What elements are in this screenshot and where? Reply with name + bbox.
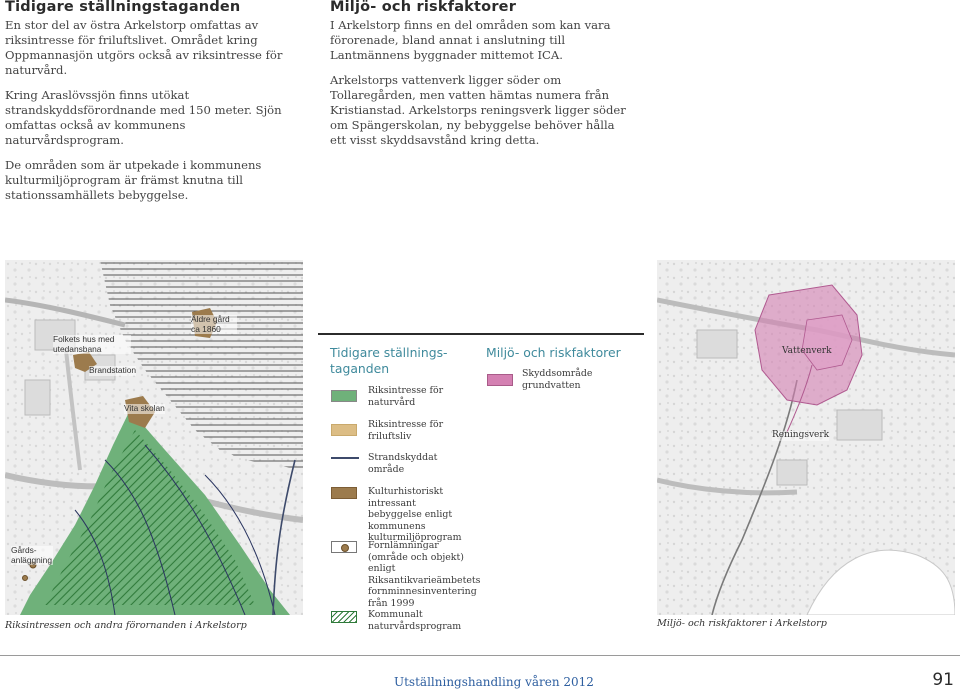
map-label-vita-skolan: Vita skolan [124,403,165,413]
map-label-gardsanlaggning: Gårds-anläggning [11,545,52,565]
footer-text: Utställningshandling våren 2012 [394,675,594,689]
left-paragraph-3: De områden som är utpekade i kommunens kulturmiljöprogram är främst knutna till stationssamhällets bebyggelse. [5,158,262,202]
map-label-folkets-hus: Folkets hus med utedansbana [53,335,131,354]
legend-swatch-friluftsliv [331,424,357,436]
left-paragraph-1: En stor del av östra Arkelstorp omfattas av riksintresse för friluftslivet. Området kring Oppmannasjön utgörs också av riksintresse för naturvård. [5,18,283,77]
right-map-caption: Miljö- och riskfaktorer i Arkelstorp [657,618,827,629]
legend-label-kulturhistoriskt: Kulturhistoriskt intressant bebyggelse enligt kommunens kulturmiljöprogram [368,486,462,543]
right-map [657,260,955,615]
left-paragraph-2: Kring Araslövssjön finns utökat strandskyddsförordnande med 150 meter. Sjön omfattas också av kommunens naturvårdsprogram. [5,88,282,147]
right-section-text [330,18,630,158]
legend-heading-miljo: Miljö- och riskfaktorer [486,345,621,360]
left-map [5,260,303,615]
left-section-title: Tidigare ställningstaganden [5,0,241,15]
legend-heading-tidigare: Tidigare ställnings-taganden [330,345,448,376]
right-paragraph-1: I Arkelstorp finns en del områden som kan vara förorenade, bland annat i anslutning till Lantmännens byggnader mittemot ICA. [330,18,611,62]
right-section-title: Miljö- och riskfaktorer [330,0,517,15]
legend-swatch-kulturhistoriskt [331,487,357,499]
map-label-reningsverk: Reningsverk [772,430,830,440]
footer-rule [0,655,960,656]
right-paragraph-2: Arkelstorps vattenverk ligger söder om Tollaregården, men vatten hämtas numera från Kristianstad. Arkelstorps reningsverk ligger söder om Spängerskolan, ny bebyggelse behöver hålla ett visst skyddsavstånd kring detta. [330,73,626,147]
legend-top-rule [318,333,644,335]
legend-label-fornlamningar: Fornlämningar (område och objekt) enligt Riksantikvarieämbetets fornminnesinventering från 1999 [368,540,481,609]
legend-label-strandskydd: Strandskyddat område [368,452,438,475]
legend-label-friluftsliv: Riksintresse för friluftsliv [368,419,444,442]
legend-label-skyddsomrade: Skyddsområde grundvatten [522,368,593,391]
page-number: 91 [932,670,954,690]
legend-swatch-skyddsomrade [487,374,513,386]
legend-swatch-naturvardsprogram [331,611,357,623]
legend-swatch-naturvard [331,390,357,402]
left-map-caption: Riksintressen och andra förornanden i Arkelstorp [5,620,247,631]
map-label-aldre-gard: Äldre gård ca 1860 [191,315,237,334]
legend-label-naturvard: Riksintresse för naturvård [368,385,444,408]
legend-swatch-strandskydd [331,457,359,459]
left-section-text [5,18,293,213]
map-label-vattenverk: Vattenverk [782,346,832,356]
legend-label-naturvardsprogram: Kommunalt naturvårdsprogram [368,609,462,632]
legend-fornlamningar-dot-icon [341,544,349,552]
map-label-brandstation: Brandstation [89,365,137,375]
